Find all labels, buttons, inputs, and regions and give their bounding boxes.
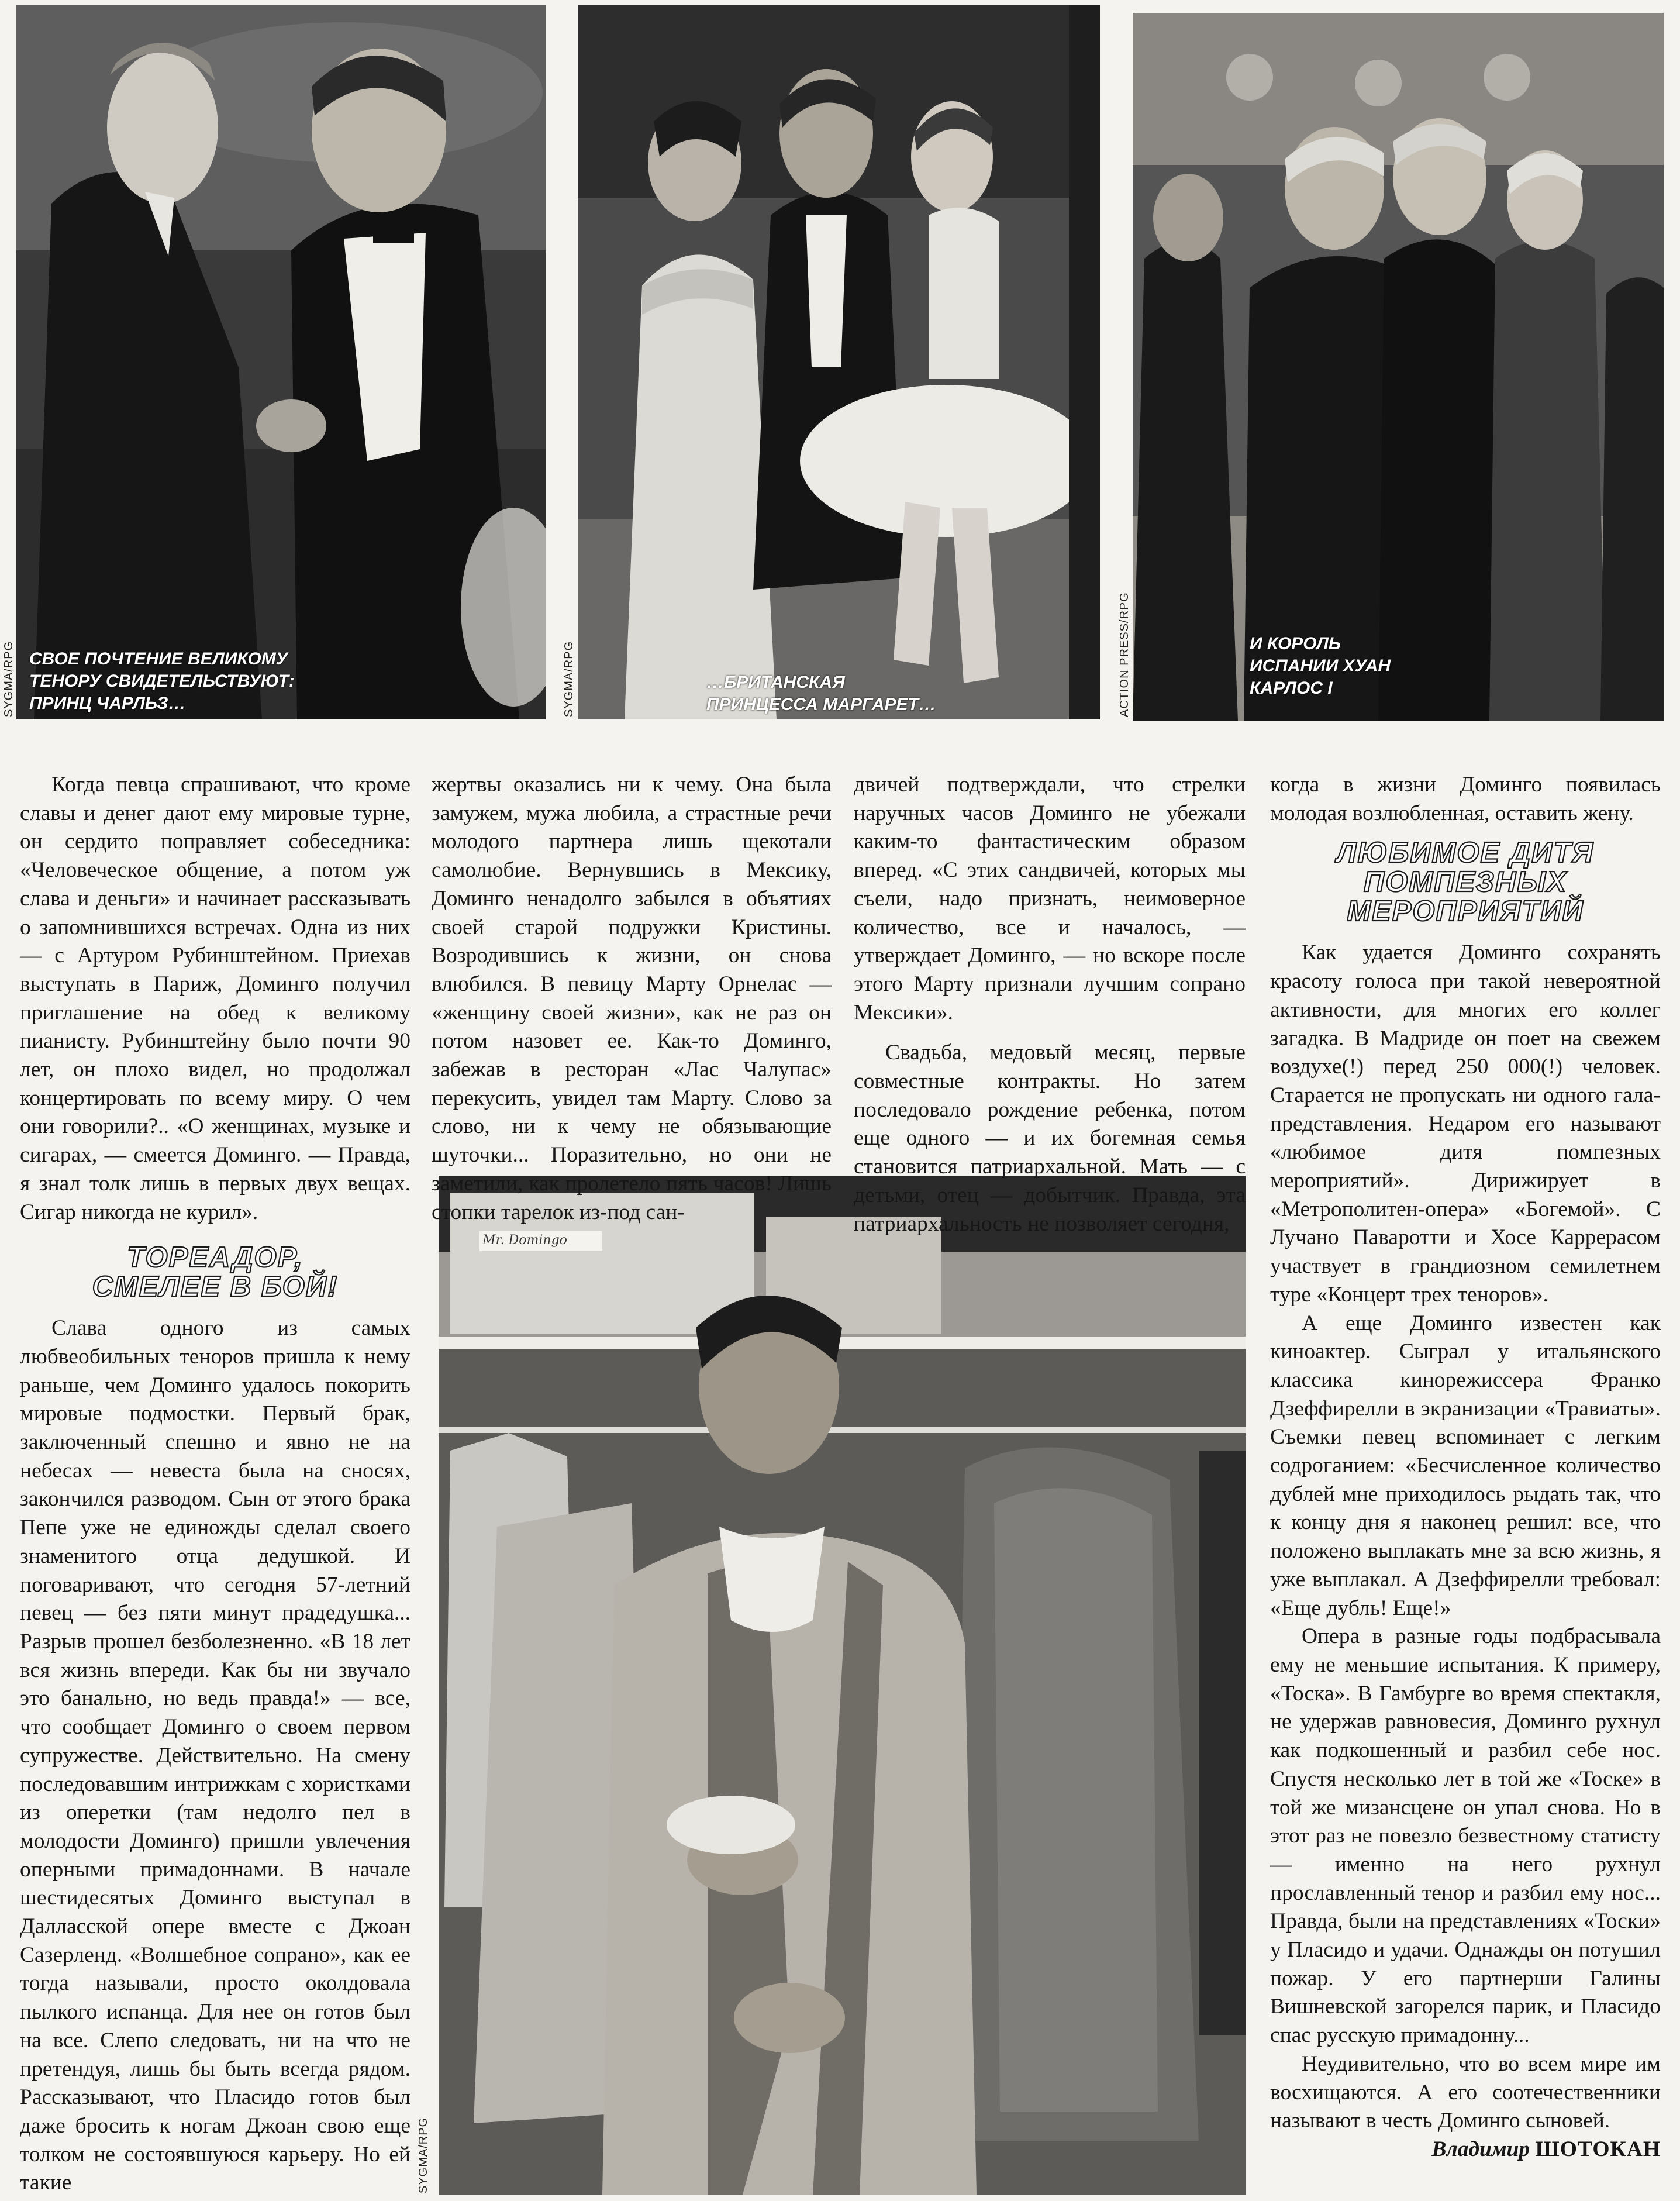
article-column-2 <box>432 771 832 1227</box>
photo-prince-charles <box>16 5 546 719</box>
photo-caption: …БРИТАНСКАЯ ПРИНЦЕССА МАРГАРЕТ… <box>706 673 936 714</box>
photo-credit: SYGMA/RPG <box>417 2117 430 2193</box>
photo-credit: SYGMA/RPG <box>2 640 15 717</box>
photo-king-juan-carlos <box>1133 13 1664 721</box>
paragraph: Свадьба, медовый месяц, первые совместные контракты. Но затем последовало рождение ребенка, потом еще одного — и их богемная семья становится патриархальной. Мать — с детьми, отец — добытчик. Правда, эта патриархальность не позволяет сегодня, <box>854 1041 1246 1236</box>
article-column-4 <box>1270 771 1661 2164</box>
paragraph: когда в жизни Доминго появилась молодая возлюбленная, оставить жену. <box>1270 773 1661 825</box>
section-heading: ТОРЕАДОР, СМЕЛЕЕ В БОЙ! <box>92 1242 339 1303</box>
article-column-3 <box>854 771 1246 1238</box>
paragraph: Как удается Доминго сохранять красоту голоса при такой невероятной активности, для многих его коллег загадка. В Мадриде он поет на свежем воздухе(!) перед 250 000(!) человек. Старается не пропускать ни одного гала-представления. Недаром его называют «любимое дитя помпезных мероприятий». Дирижирует в «Метрополитен-опера» «Богемой». С Лучано Паваротти и Хосе Каррерасом участвует в грандиозном семилетнем туре «Концерт трех теноров». <box>1270 941 1661 1307</box>
photo-princess-margaret <box>578 5 1100 719</box>
paragraph: жертвы оказались ни к чему. Она была замужем, мужа любила, а страстные речи молодого партнера лишь щекотали самолюбие. Вернувшись в Мексику, Доминго ненадолго забылся в объятиях своей старой подружки Кристины. Возродившись к жизни, он снова влюбился. В певицу Марту Орнелас — «женщину своей жизни», как не раз он потом назовет ее. Как-то Доминго, забежав в ресторан «Лас Чалупас» перекусить, увидел там Марту. Слово за слово, ни к чему не обязывающие шуточки... Поразительно, но они не заметили, как пролетело пять часов! Лишь стопки тарелок из-под сан- <box>432 773 832 1224</box>
author-first-name: Владимир <box>1431 2137 1530 2161</box>
author-signature <box>1270 2135 1661 2164</box>
box-label: Mr. Domingo <box>482 1233 567 1248</box>
photo-credit: ACTION PRESS/RPG <box>1118 592 1131 717</box>
paragraph: Опера в разные годы подбрасывала ему не меньшие испытания. К примеру, «Тоска». В Гамбурге во время спектакля, не удержав равновесия, Доминго рухнул как подкошенный и разбил себе нос. Спустя несколько лет в той же «Тоске» в той же мизансцене он упал снова. Но в этот раз не повезло безвестному статисту — именно на него рухнул прославленный тенор и разбил ему нос... Правда, были на представлениях «Тоски» у Пласидо и удачи. Однажды он потушил пожар. У его партнерши Галины Вишневской загорелся парик, и Пласидо спас русскую примадонну... <box>1270 1624 1661 2048</box>
photo-caption: СВОЕ ПОЧТЕНИЕ ВЕЛИКОМУ ТЕНОРУ СВИДЕТЕЛЬСТВУЮТ: ПРИНЦ ЧАРЛЬЗ… <box>29 649 295 713</box>
photo-domingo-costume <box>439 1176 1246 2195</box>
paragraph: Когда певца спрашивают, что кроме славы и денег дают ему мировые турне, он сердито поправляет собеседника: «Человеческое общение, а потом уж слава и деньги» и начинает рассказывать о запомнившихся встречах. Одна из них — с Артуром Рубинштейном. Приехав выступать в Париж, Доминго получил приглашение на обед к великому пианисту. Рубинштейну было почти 90 лет, он плохо видел, но продолжал концертировать по всему миру. О чем они говорили?.. «О женщинах, музыке и сигарах, — смеется Доминго. — Правда, я знал толк лишь в первых двух вещах. Сигар никогда не курил». <box>20 773 410 1224</box>
paragraph: Неудивительно, что во всем мире им восхищаются. А его соотечественники называют в честь Доминго сыновей. <box>1270 2051 1661 2133</box>
section-heading: ЛЮБИМОЕ ДИТЯ ПОМПЕЗНЫХ МЕРОПРИЯТИЙ <box>1336 837 1595 928</box>
author-last-name: ШОТОКАН <box>1535 2137 1661 2161</box>
photo-caption: И КОРОЛЬ ИСПАНИИ ХУАН КАРЛОС I <box>1250 634 1391 698</box>
paragraph: Слава одного из самых любвеобильных теноров пришла к нему раньше, чем Доминго удалось покорить мировые подмостки. Первый брак, заключенный спешно и явно не на небесах — невеста была на сносях, закончился разводом. Сын от этого брака Пепе уже не единожды сделал своего знаменитого отца дедушкой. И поговаривают, что сегодня 57-летний певец — без пяти минут прадедушка... Разрыв прошел безболезненно. «В 18 лет вся жизнь впереди. Как бы ни звучало это банально, но ведь правда!» — все, что сообщает Доминго о своем первом супружестве. Действительно. На смену последовавшим интрижкам с хористками из оперетки (там недолго пел в молодости Доминго) пришли увлечения оперными примадоннами. В начале шестидесятых Доминго выступал в Далласской опере вместе с Джоан Сазерленд. «Волшебное сопрано», как ее тогда называли, просто околдовала пылкого испанца. Для нее он готов был на все. Слепо следовать, ни на что не претендуя, лишь бы быть всегда рядом. Рассказывают, что Пласидо готов был даже бросить к ногам Джоан свою еще толком не состоявшуюся карьеру. Но ей такие <box>20 1316 410 2195</box>
article-column-1 <box>20 771 410 2197</box>
photo-credit: SYGMA/RPG <box>563 640 575 717</box>
paragraph: двичей подтверждали, что стрелки наручных часов Доминго не убежали каким-то фантастическим образом вперед. «С этих сандвичей, которых мы съели, надо признать, неимоверное количество, все и началось, — утверждает Доминго, — но вскоре после этого Марту признали лучшим сопрано Мексики». <box>854 773 1246 1025</box>
paragraph: А еще Доминго известен как киноактер. Сыграл у итальянского классика кинорежиссера Франко Дзеффирелли в экранизации «Травиаты». Съемки певец вспоминает с легким содроганием: «Бесчисленное количество дублей мне приходилось рыдать так, что к концу дня я наконец решил: все, что положено выплакать мне за всю жизнь, я уже выплакал. А Дзеффирелли требовал: «Еще дубль! Еще!» <box>1270 1311 1661 1620</box>
